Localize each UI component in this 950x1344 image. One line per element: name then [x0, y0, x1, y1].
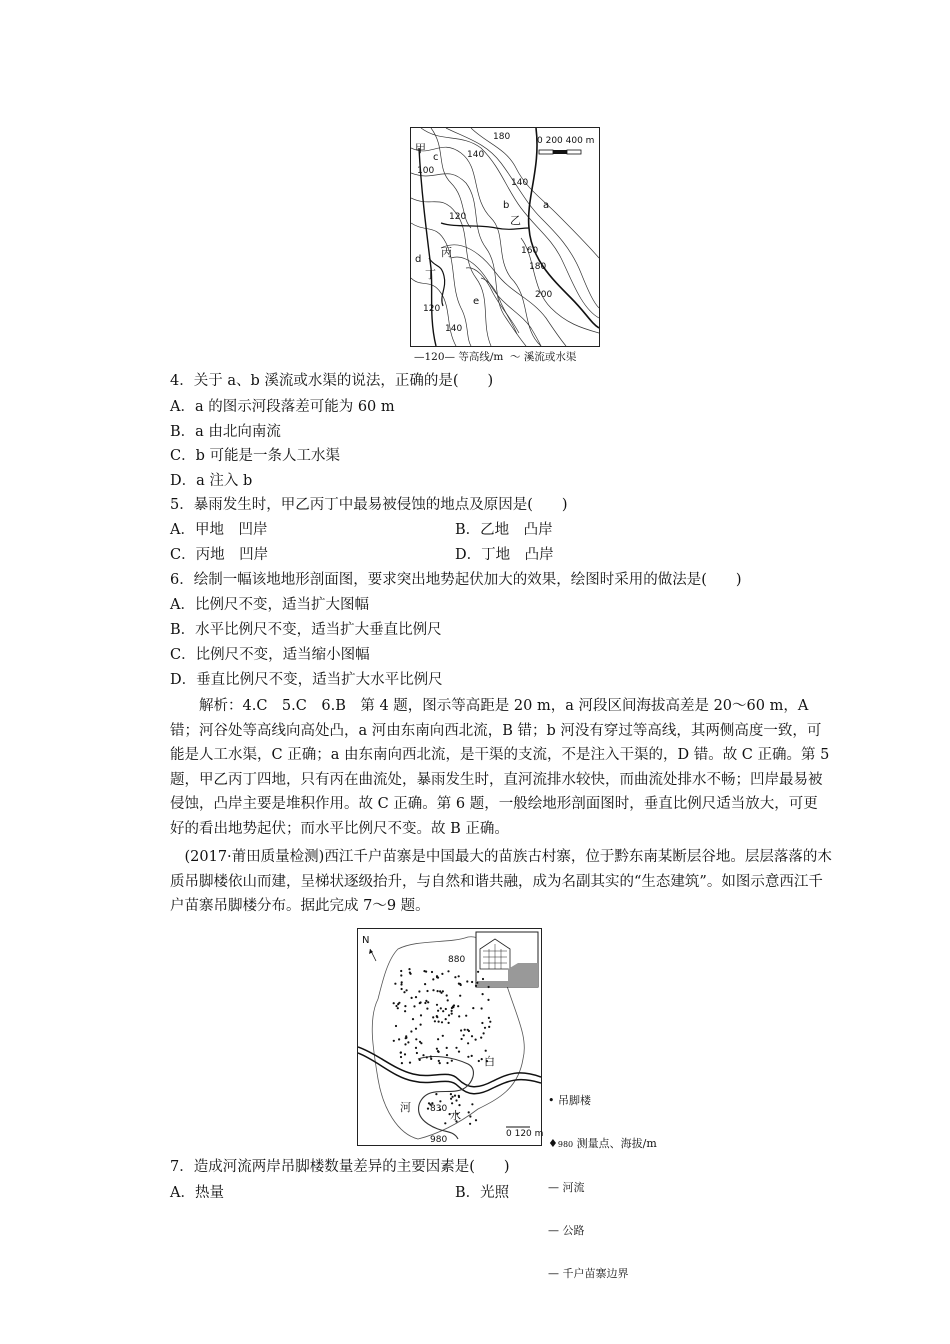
label-a: a: [543, 200, 550, 211]
stilt-house-dot: [446, 1054, 448, 1056]
stilt-house-dot: [437, 1038, 439, 1040]
stilt-house-dot: [481, 1058, 483, 1060]
stilt-house-dot: [409, 972, 411, 974]
stilt-house-dot: [404, 1043, 406, 1045]
label-jia: 甲: [415, 142, 426, 155]
stilt-house-dot: [410, 1030, 412, 1032]
stilt-house-dot: [400, 983, 402, 985]
stilt-house-dot: [439, 1062, 441, 1064]
q7-stem: 7．造成河流两岸吊脚楼数量差异的主要因素是( ): [170, 1159, 510, 1175]
stilt-house-dot: [438, 1021, 440, 1023]
stilt-house-dot: [457, 1005, 459, 1007]
q7-option-b: B．光照: [455, 1185, 510, 1201]
legend-measure-point: ♦980 测量点、海拔/m: [548, 1137, 657, 1150]
north-label: N: [362, 935, 370, 946]
stilt-house-dot: [395, 1025, 397, 1027]
stilt-house-dot: [415, 1038, 417, 1040]
analysis-paragraph: 解析：4.C 5.C 6.B 第 4 题，图示等高距是 20 m，a 河段区间海拔高差是 20～60 m，A 错；河谷处等高线向高处凸，a 河由东南向西北流，B 错；b 河没有穿过等高线，其两侧高度一致，可能是人工水渠，C 正确；a 由东南向西北流，是干渠的支流，不是注入干渠的，D 错。故 C 正确。第 5 题，甲乙丙丁四地，只有丙在曲流处，暴雨发生时，直河流排水较快，而曲流处排水不畅；凹岸最易被侵蚀，凸岸主要是堆积作用。故 C 正确。第 6 题，一般绘地形剖面图时，垂直比例尺适当放大，可更好的看出地势起伏；而水平比例尺不变。故 B 正确。: [170, 698, 830, 837]
stilt-house-dot: [440, 992, 442, 994]
q6-option-c: C．比例尺不变，适当缩小图幅: [170, 647, 370, 663]
stilt-house-dot: [446, 994, 448, 996]
stilt-house-dot: [450, 1098, 452, 1100]
q6-stem: 6．绘制一幅该地地形剖面图，要求突出地势起伏加大的效果，绘图时采用的做法是( ): [170, 572, 742, 588]
stilt-house-dot: [419, 1041, 421, 1043]
legend-boundary: — 千户苗寨边界: [548, 1267, 629, 1280]
stilt-house-dot: [403, 991, 405, 993]
stilt-house-dot: [405, 1035, 407, 1037]
stilt-house-dot: [394, 983, 396, 985]
stilt-house-dot: [437, 1010, 439, 1012]
river-label-bai: 白: [484, 1055, 495, 1068]
stilt-house-dot: [482, 993, 484, 995]
stilt-house-dot: [478, 1060, 480, 1062]
stilt-house-dot: [467, 1056, 469, 1058]
stilt-house-dot: [445, 1008, 447, 1010]
stilt-house-dot: [488, 986, 490, 988]
stilt-house-dot: [397, 1003, 399, 1005]
stilt-house-dot: [416, 1052, 418, 1054]
stilt-house-dot: [459, 995, 461, 997]
legend-stilt-house: • 吊脚楼: [548, 1094, 591, 1107]
stilt-house-dot: [454, 1095, 456, 1097]
river-label-he: 河: [400, 1101, 411, 1114]
stilt-house-dot: [475, 1119, 477, 1121]
stilt-house-dot: [441, 973, 443, 975]
stilt-house-dot: [401, 981, 403, 983]
legend-road: — 公路: [548, 1224, 585, 1237]
stilt-house-dot: [436, 1048, 438, 1050]
stilt-house-dot: [439, 1100, 441, 1102]
stilt-house-dot: [451, 1010, 453, 1012]
stilt-house-dot: [471, 1035, 473, 1037]
point-880: 880: [448, 955, 466, 965]
contour-120: 120: [449, 212, 467, 222]
stilt-house-dot: [424, 1002, 426, 1004]
stilt-house-dot: [438, 1060, 440, 1062]
q5-option-a: A．甲地 凹岸: [170, 522, 268, 538]
stilt-house-dot: [451, 1102, 453, 1104]
stilt-house-dot: [469, 1115, 471, 1117]
stilt-house-dot: [437, 1050, 439, 1052]
stilt-house-dot: [441, 1021, 443, 1023]
contour-180-top: 180: [493, 132, 511, 142]
stilt-house-dot: [452, 1096, 454, 1098]
intro-paragraph: (2017·莆田质量检测)西江千户苗寨是中国最大的苗族古村寨，位于黔东南某断层谷地。层层落落的木质吊脚楼依山而建，呈梯状逐级抬升，与自然和谐共融，成为名副其实的“生态建筑”。如图示意西江千户苗寨吊脚楼分布。据此完成 7～9 题。: [170, 849, 832, 914]
stilt-house-dot: [432, 978, 434, 980]
contour-200: 200: [535, 290, 553, 300]
stilt-house-dot: [455, 1099, 457, 1101]
stilt-house-dot: [467, 1042, 469, 1044]
scale-label: 0 120 m: [506, 1129, 544, 1139]
q6-option-d: D．垂直比例尺不变，适当扩大水平比例尺: [170, 672, 443, 688]
contour-120-bottom: 120: [423, 304, 441, 314]
q5-option-b: B．乙地 凸岸: [455, 522, 553, 538]
stilt-house-dot: [432, 989, 434, 991]
stilt-house-dot: [400, 1056, 402, 1058]
stilt-house-dot: [442, 1010, 444, 1012]
stilt-house-dot: [430, 1058, 432, 1060]
stilt-house-dot: [469, 1123, 471, 1125]
stilt-house-dot: [466, 980, 468, 982]
stilt-house-dot: [393, 1002, 395, 1004]
stilt-house-dot: [401, 1062, 403, 1064]
q4-option-c: C．b 可能是一条人工水渠: [170, 448, 340, 464]
stilt-house-dot: [400, 970, 402, 972]
stilt-house-dot: [412, 1018, 414, 1020]
stilt-house-dot: [407, 1041, 409, 1043]
stilt-house-dot: [485, 1050, 487, 1052]
stilt-house-dot: [406, 989, 408, 991]
stilt-house-dot: [464, 1029, 466, 1031]
stilt-house-dot: [422, 1054, 424, 1056]
stilt-house-dot: [455, 1047, 457, 1049]
stilt-house-dot: [442, 1035, 444, 1037]
river-label-shui: 水: [450, 1109, 461, 1122]
stilt-house-dot: [458, 975, 460, 977]
stilt-house-dot: [427, 1001, 429, 1003]
stilt-house-dot: [461, 1038, 463, 1040]
q5-option-c: C．丙地 凹岸: [170, 547, 269, 563]
stilt-house-dot: [413, 1005, 415, 1007]
stilt-house-dot: [425, 1000, 427, 1002]
label-b: b: [503, 200, 510, 211]
contour-100: 100: [417, 166, 435, 176]
stilt-house-dot: [393, 1040, 395, 1042]
contour-map-legend: —120— 等高线/m ～ 溪流或水渠: [414, 351, 577, 363]
stilt-house-dot: [400, 1052, 402, 1054]
stilt-house-dot: [419, 1059, 421, 1061]
stilt-house-dot: [488, 1017, 490, 1019]
stilt-house-dot: [447, 999, 449, 1001]
stilt-house-dot: [426, 1008, 428, 1010]
q4-option-d: D．a 注入 b: [170, 473, 253, 489]
stilt-house-dot: [444, 1122, 446, 1124]
stilt-house-dot: [436, 1015, 438, 1017]
contour-140-top: 140: [467, 150, 485, 160]
stilt-house-dot: [411, 997, 413, 999]
stilt-house-dot: [448, 1022, 450, 1024]
stilt-house-dot: [404, 1053, 406, 1055]
stilt-house-dot: [445, 1018, 447, 1020]
stilt-house-dot: [463, 1034, 465, 1036]
stilt-house-dot: [489, 1021, 491, 1023]
stilt-house-dot: [481, 1022, 483, 1024]
stilt-house-dot: [451, 1013, 453, 1015]
stilt-house-dot: [476, 982, 478, 984]
label-d: d: [415, 254, 422, 265]
label-ding: 丁: [425, 268, 436, 281]
stilt-house-dot: [420, 1014, 422, 1016]
q4-option-a: A．a 的图示河段落差可能为 60 m: [170, 399, 395, 415]
stilt-house-dot: [458, 1051, 460, 1053]
stilt-house-dot: [437, 990, 439, 992]
stilt-house-dot: [484, 1027, 486, 1029]
stilt-house-dot: [471, 1055, 473, 1057]
stilt-house-dot: [395, 1005, 397, 1007]
stilt-house-dot: [451, 1060, 453, 1062]
stilt-house-dot: [401, 988, 403, 990]
stilt-house-dot: [460, 1029, 462, 1031]
stilt-house-dot: [408, 968, 410, 970]
stilt-house-dot: [397, 1007, 399, 1009]
contour-180: 180: [529, 262, 547, 272]
stilt-house-dot: [420, 1001, 422, 1003]
stilt-house-dot: [427, 1108, 429, 1110]
contour-map: [410, 127, 600, 347]
stilt-house-dot: [450, 1093, 452, 1095]
label-e: e: [473, 296, 480, 307]
stilt-house-dot: [458, 983, 460, 985]
q6-option-a: A．比例尺不变，适当扩大图幅: [170, 597, 369, 613]
stilt-house-dot: [436, 1004, 438, 1006]
label-bing: 丙: [441, 246, 452, 259]
stilt-house-dot: [477, 971, 479, 973]
stilt-house-dot: [467, 1029, 469, 1031]
stilt-house-dot: [446, 1047, 448, 1049]
stilt-house-dot: [448, 1014, 450, 1016]
label-c: c: [433, 152, 439, 163]
stilt-house-dot: [481, 1007, 483, 1009]
stilt-house-dot: [431, 971, 433, 973]
stilt-house-dot: [400, 974, 402, 976]
stilt-house-dot: [465, 1015, 467, 1017]
stilt-house-dot: [426, 990, 428, 992]
stilt-house-dot: [435, 1093, 437, 1095]
point-830: 830: [430, 1104, 448, 1114]
stilt-house-dot: [415, 996, 417, 998]
stilt-house-dot: [430, 1056, 432, 1058]
stilt-house-dot: [482, 978, 484, 980]
stilt-house-dot: [472, 1007, 474, 1009]
stilt-house-dot: [432, 1016, 434, 1018]
q5-stem: 5．暴雨发生时，甲乙丙丁中最易被侵蚀的地点及原因是( ): [170, 497, 568, 513]
stilt-house-dot: [420, 1024, 422, 1026]
stilt-house-dot: [468, 1111, 470, 1113]
stilt-house-dot: [434, 1020, 436, 1022]
stilt-house-dot: [454, 976, 456, 978]
stilt-house-dot: [460, 984, 462, 986]
stilt-house-dot: [471, 981, 473, 983]
stilt-house-dot: [424, 983, 426, 985]
stilt-house-dot: [487, 999, 489, 1001]
stilt-house-dot: [475, 1039, 477, 1041]
q4-stem: 4．关于 a、b 溪流或水渠的说法，正确的是( ): [170, 373, 494, 389]
stilt-house-dot: [480, 1037, 482, 1039]
stilt-house-dot: [488, 1026, 490, 1028]
stilt-house-dot: [458, 1095, 460, 1097]
stilt-house-dot: [475, 985, 477, 987]
q5-option-d: D．丁地 凸岸: [455, 547, 554, 563]
stilt-house-dot: [447, 970, 449, 972]
stilt-house-dot: [398, 1038, 400, 1040]
q4-option-b: B．a 由北向南流: [170, 424, 281, 440]
stilt-house-dot: [453, 1004, 455, 1006]
point-980: 980: [430, 1135, 448, 1145]
village-legend: [548, 1066, 657, 1295]
stilt-house-dot: [436, 976, 438, 978]
legend-river: — 河流: [548, 1181, 585, 1194]
stilt-house-dot: [483, 1032, 485, 1034]
village-map: [357, 928, 542, 1146]
stilt-house-dot: [471, 1103, 473, 1105]
stilt-house-dot: [418, 990, 420, 992]
stilt-house-dot: [440, 1007, 442, 1009]
stilt-house-dot: [409, 1062, 411, 1064]
stilt-house-dot: [404, 1010, 406, 1012]
stilt-house-dot: [458, 1104, 460, 1106]
stilt-house-dot: [415, 1047, 417, 1049]
q7-option-a: A．热量: [170, 1185, 224, 1201]
stilt-house-dot: [426, 1056, 428, 1058]
stilt-house-dot: [425, 971, 427, 973]
stilt-house-dot: [404, 1005, 406, 1007]
stilt-house-dot: [446, 1062, 448, 1064]
contour-140-mid: 140: [511, 178, 529, 188]
contour-160: 160: [521, 246, 539, 256]
stilt-house-dot: [415, 1028, 417, 1030]
label-yi: 乙: [510, 214, 521, 227]
scale-bar-label: 0 200 400 m: [537, 136, 595, 146]
q6-option-b: B．水平比例尺不变，适当扩大垂直比例尺: [170, 622, 442, 638]
stilt-house-dot: [458, 1015, 460, 1017]
contour-140-bottom: 140: [445, 324, 463, 334]
